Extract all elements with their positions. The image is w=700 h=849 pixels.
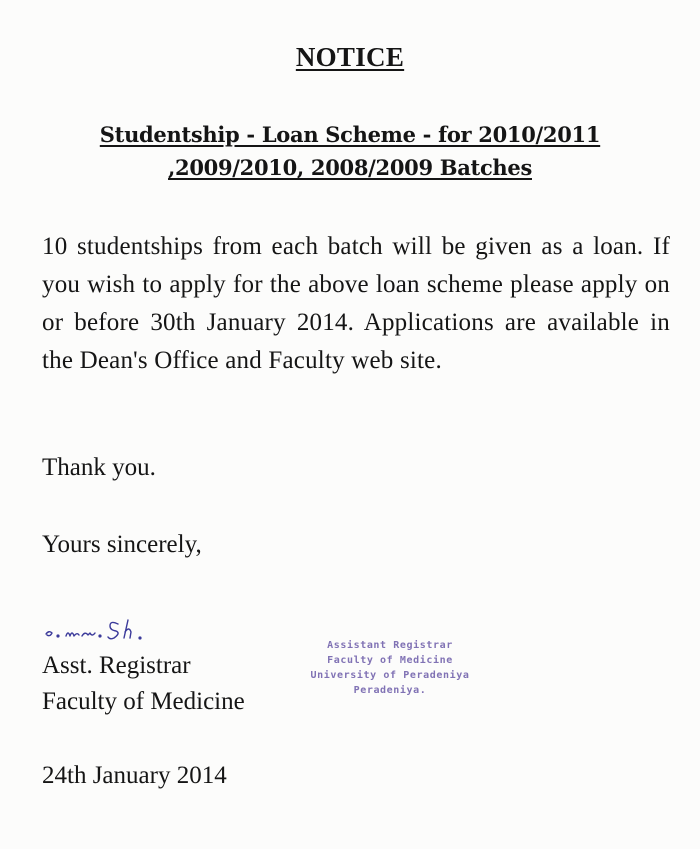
notice-date: 24th January 2014 (42, 762, 227, 789)
stamp-line-2: Faculty of Medicine (327, 655, 453, 666)
subject-line-1: Studentship - Loan Scheme - for 2010/2011 (99, 122, 601, 147)
page-title: NOTICE (295, 42, 405, 72)
signatory-faculty: Faculty of Medicine (42, 688, 245, 715)
signatory-title: Asst. Registrar (42, 652, 191, 679)
notice-body: 10 studentships from each batch will be given as a loan. If you wish to apply for the above loan scheme please apply on or before 30th January 2014. Applications are available in the Dean's Office and Faculty web site. (42, 233, 670, 374)
thanks-text: Thank you. (42, 454, 156, 481)
handwritten-signature (44, 612, 214, 646)
subject-line-2: ,2009/2010, 2008/2009 Batches (168, 155, 532, 180)
signatory-block (42, 648, 245, 720)
notice-subject (40, 118, 660, 184)
stamp-line-3: University of Peradeniya (310, 670, 470, 681)
closing-text: Yours sincerely, (42, 531, 202, 558)
stamp-line-4: Peradeniya. (353, 685, 427, 696)
stamp-line-1: Assistant Registrar (327, 640, 453, 651)
official-stamp (300, 638, 480, 698)
